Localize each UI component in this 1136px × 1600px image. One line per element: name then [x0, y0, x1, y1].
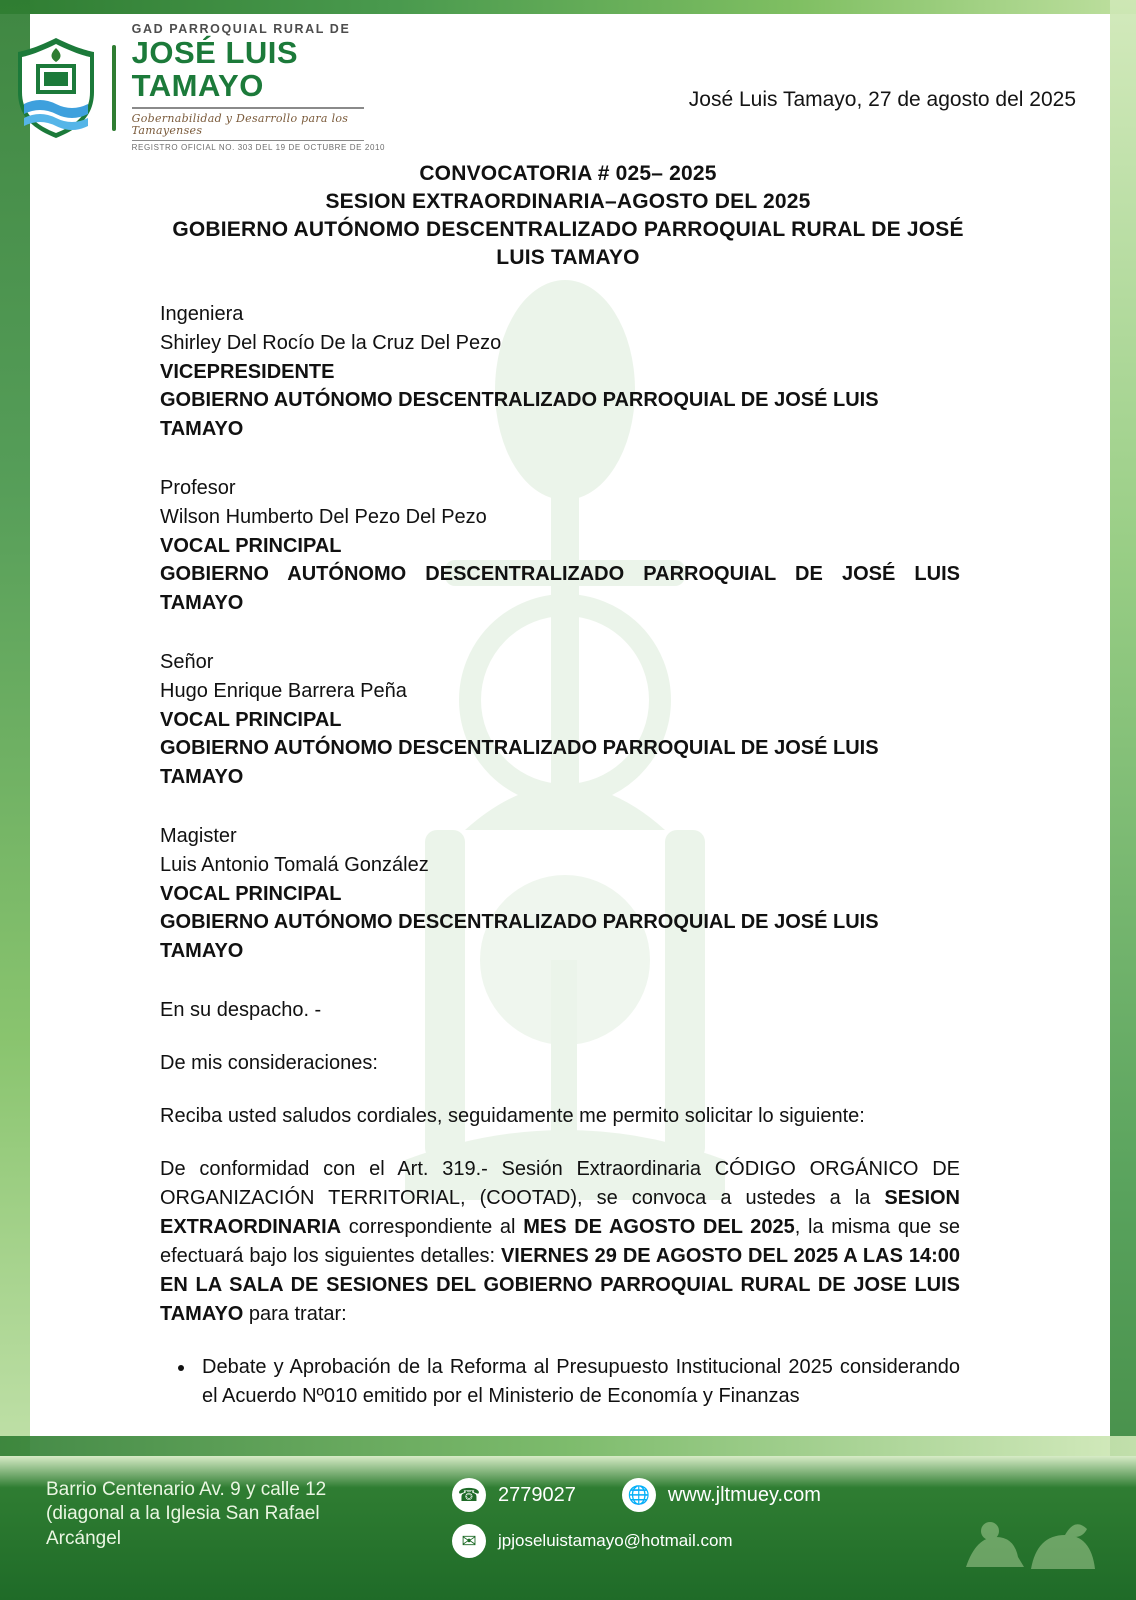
footer-accent-strip — [0, 1436, 1136, 1456]
conv-text-2: correspondiente al — [341, 1215, 524, 1238]
coat-of-arms-icon — [10, 34, 102, 142]
conv-bold-1: SESION EXTRAORDINARIA — [160, 1186, 960, 1238]
footer-phone: 2779027 — [498, 1483, 576, 1506]
addressee-title: Magister — [160, 824, 237, 847]
addressee-role: VOCAL PRINCIPAL — [160, 708, 342, 731]
conv-text-3: , la misma que se efectuará bajo los siguientes detalles: — [160, 1215, 961, 1267]
addressee-name: Luis Antonio Tomalá González — [160, 853, 429, 876]
document-body — [160, 300, 960, 1411]
conv-text-1: De conformidad con el Art. 319.- Sesión Extraordinaria CÓDIGO ORGÁNICO DE ORGANIZACIÓN TERRITORIAL, (COOTAD), se convoca a ustedes a la — [160, 1157, 960, 1209]
addressee-name: Wilson Humberto Del Pezo Del Pezo — [160, 505, 487, 528]
footer-decoration-icon — [936, 1497, 1116, 1592]
globe-icon: 🌐 — [622, 1478, 656, 1512]
addressee-entity: GOBIERNO AUTÓNOMO DESCENTRALIZADO PARROQUIAL DE JOSÉ LUIS TAMAYO — [160, 389, 879, 441]
footer-contact-block — [452, 1478, 1012, 1570]
addressee-entity: GOBIERNO AUTÓNOMO DESCENTRALIZADO PARROQUIAL DE JOSÉ LUIS TAMAYO — [160, 911, 879, 963]
addressee-block-3 — [160, 648, 960, 792]
agenda-list — [160, 1353, 960, 1411]
footer-website-row[interactable] — [622, 1478, 821, 1512]
conv-text-4: para tratar: — [243, 1302, 347, 1325]
institution-logo — [10, 22, 410, 153]
document-title-block — [160, 160, 976, 272]
footer-phone-row — [452, 1478, 576, 1512]
addressee-block-1 — [160, 300, 960, 444]
consideraciones-line: De mis consideraciones: — [160, 1051, 378, 1074]
addressee-name: Shirley Del Rocío De la Cruz Del Pezo — [160, 331, 502, 354]
footer-website[interactable]: www.jltmuey.com — [667, 1483, 821, 1506]
logo-subtitle: GAD PARROQUIAL RURAL DE — [131, 22, 351, 37]
top-border-band — [0, 0, 1136, 14]
title-line-1: CONVOCATORIA # 025– 2025 — [419, 162, 717, 185]
logo-rule-2 — [132, 140, 364, 141]
addressee-block-4 — [160, 822, 960, 966]
title-line-2: SESION EXTRAORDINARIA–AGOSTO DEL 2025 — [325, 189, 811, 213]
addressee-role: VOCAL PRINCIPAL — [160, 534, 342, 557]
footer-email[interactable]: jpjoseluistamayo@hotmail.com — [498, 1531, 733, 1550]
greeting-paragraph: Reciba usted saludos cordiales, seguidamente me permito solicitar lo siguiente: — [160, 1104, 865, 1127]
list-item: • Debate y Aprobación de la Reforma al Presupuesto Institucional 2025 considerando el Acuerdo Nº010 emitido por el Ministerio de Economía y Finanzas — [196, 1353, 960, 1411]
right-border-band — [1110, 0, 1136, 1600]
addressee-block-2 — [160, 474, 960, 618]
mail-icon: ✉ — [452, 1524, 486, 1558]
document-date: José Luis Tamayo, 27 de agosto del 2025 — [688, 88, 1076, 111]
addressee-title: Ingeniera — [160, 303, 244, 325]
logo-registry: REGISTRO OFICIAL NO. 303 DEL 19 DE OCTUBRE DE 2010 — [131, 143, 386, 153]
addressee-name: Hugo Enrique Barrera Peña — [160, 679, 407, 702]
convocatoria-paragraph — [160, 1155, 960, 1329]
footer-email-row[interactable] — [452, 1524, 1012, 1558]
addressee-entity: GOBIERNO AUTÓNOMO DESCENTRALIZADO PARROQUIAL DE JOSÉ LUIS TAMAYO — [160, 737, 879, 789]
conv-bold-2: MES DE AGOSTO DEL 2025 — [523, 1215, 795, 1238]
footer-address: Barrio Centenario Av. 9 y calle 12 (diagonal a la Iglesia San Rafael Arcángel — [46, 1479, 327, 1549]
addressee-entity: GOBIERNO AUTÓNOMO DESCENTRALIZADO PARROQUIAL DE JOSÉ LUIS TAMAYO — [160, 563, 960, 615]
logo-title: JOSÉ LUIS TAMAYO — [131, 35, 299, 103]
conv-bold-3: VIERNES 29 DE AGOSTO DEL 2025 A LAS 14:00 EN LA SALA DE SESIONES DEL GOBIERNO PARROQUIAL RURAL DE JOSE LUIS TAMAYO — [160, 1244, 960, 1325]
addressee-title: Profesor — [160, 476, 236, 499]
phone-icon: ☎ — [452, 1478, 486, 1512]
addressee-role: VOCAL PRINCIPAL — [160, 882, 342, 905]
despacho-line: En su despacho. - — [160, 998, 322, 1021]
footer — [0, 1456, 1136, 1600]
left-border-band — [0, 0, 30, 1600]
logo-rule — [132, 107, 364, 109]
title-line-3: GOBIERNO AUTÓNOMO DESCENTRALIZADO PARROQUIAL RURAL DE JOSÉ LUIS TAMAYO — [172, 217, 964, 269]
addressee-title: Señor — [160, 650, 214, 673]
logo-slogan: Gobernabilidad y Desarrollo para los Tamayenses — [131, 112, 349, 137]
logo-divider — [112, 45, 116, 131]
addressee-role: VICEPRESIDENTE — [160, 360, 335, 383]
